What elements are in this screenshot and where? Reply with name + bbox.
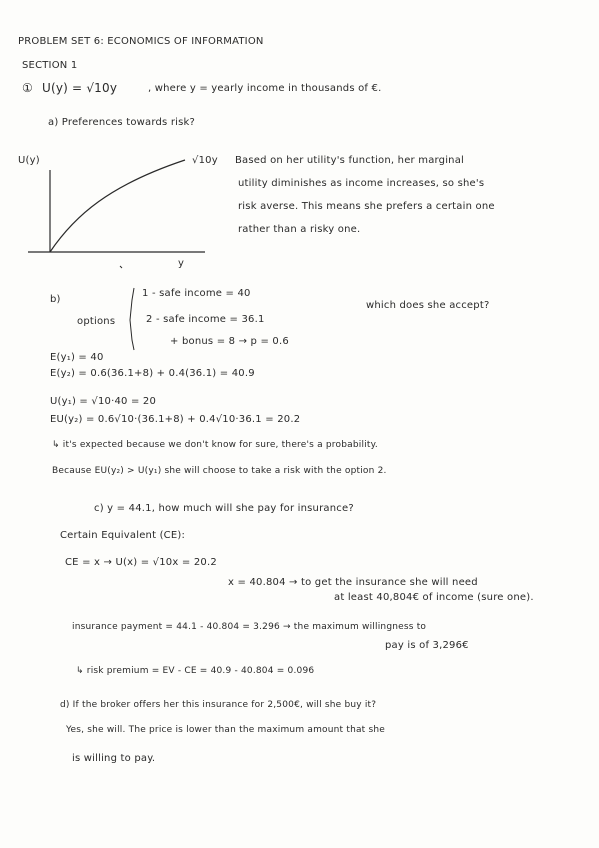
insurance-payment-line: insurance payment = 44.1 - 40.804 = 3.296 → the maximum willingness to (72, 622, 427, 632)
graph-x-label: y (178, 258, 185, 269)
utility-function: U(y) = √10y (42, 81, 118, 95)
part-b-label: b) (50, 294, 61, 305)
part-a-answer-line: risk averse. This means she prefers a certain one (238, 201, 495, 212)
options-label: options (77, 316, 116, 327)
x-line: x = 40.804 → to get the insurance she will need (228, 577, 478, 588)
graph-y-label: U(y) (18, 155, 40, 166)
x-line-continued: at least 40,804€ of income (sure one). (334, 592, 534, 603)
calc-line: E(y₁) = 40 (50, 352, 104, 363)
graph-x-tick (120, 266, 122, 268)
part-a-question: a) Preferences towards risk? (48, 117, 196, 128)
calc-note: ↳ it's expected because we don't know for sure, there's a probability. (52, 440, 378, 450)
section-label: SECTION 1 (22, 60, 78, 71)
calc-conclusion: Because EU(y₂) > U(y₁) she will choose to take a risk with the option 2. (52, 466, 387, 476)
question-number: ① (22, 81, 33, 95)
insurance-payment-line-continued: pay is of 3,296€ (385, 640, 469, 651)
utility-curve (50, 160, 185, 252)
part-d-answer-line: Yes, she will. The price is lower than the maximum amount that she (66, 725, 386, 735)
calc-line: U(y₁) = √10·40 = 20 (50, 396, 157, 407)
ce-line: CE = x → U(x) = √10x = 20.2 (65, 557, 217, 568)
part-c-question: c) y = 44.1, how much will she pay for insurance? (94, 503, 354, 514)
part-a-answer-line: Based on her utility's function, her marginal (235, 155, 465, 166)
calc-line: EU(y₂) = 0.6√10·(36.1+8) + 0.4√10·36.1 = 20.2 (50, 414, 301, 425)
page-title: PROBLEM SET 6: ECONOMICS OF INFORMATION (18, 36, 264, 47)
options-brace (130, 288, 134, 350)
utility-note: , where y = yearly income in thousands of €. (148, 83, 382, 94)
part-b-side-question: which does she accept? (366, 300, 490, 311)
part-a-answer-line: utility diminishes as income increases, so she's (238, 178, 485, 189)
calc-line: E(y₂) = 0.6(36.1+8) + 0.4(36.1) = 40.9 (50, 368, 255, 379)
option-2-bonus: + bonus = 8 → p = 0.6 (170, 336, 289, 347)
part-c-subtitle: Certain Equivalent (CE): (60, 530, 186, 541)
part-d-answer-line: is willing to pay. (72, 753, 156, 764)
option-2: 2 - safe income = 36.1 (146, 314, 265, 325)
part-d-question: d) If the broker offers her this insurance for 2,500€, will she buy it? (60, 700, 377, 710)
part-a-answer-line: rather than a risky one. (238, 224, 361, 235)
option-1: 1 - safe income = 40 (142, 288, 251, 299)
graph-curve-label: √10y (192, 155, 218, 166)
risk-premium-line: ↳ risk premium = EV - CE = 40.9 - 40.804 = 0.096 (76, 666, 315, 676)
